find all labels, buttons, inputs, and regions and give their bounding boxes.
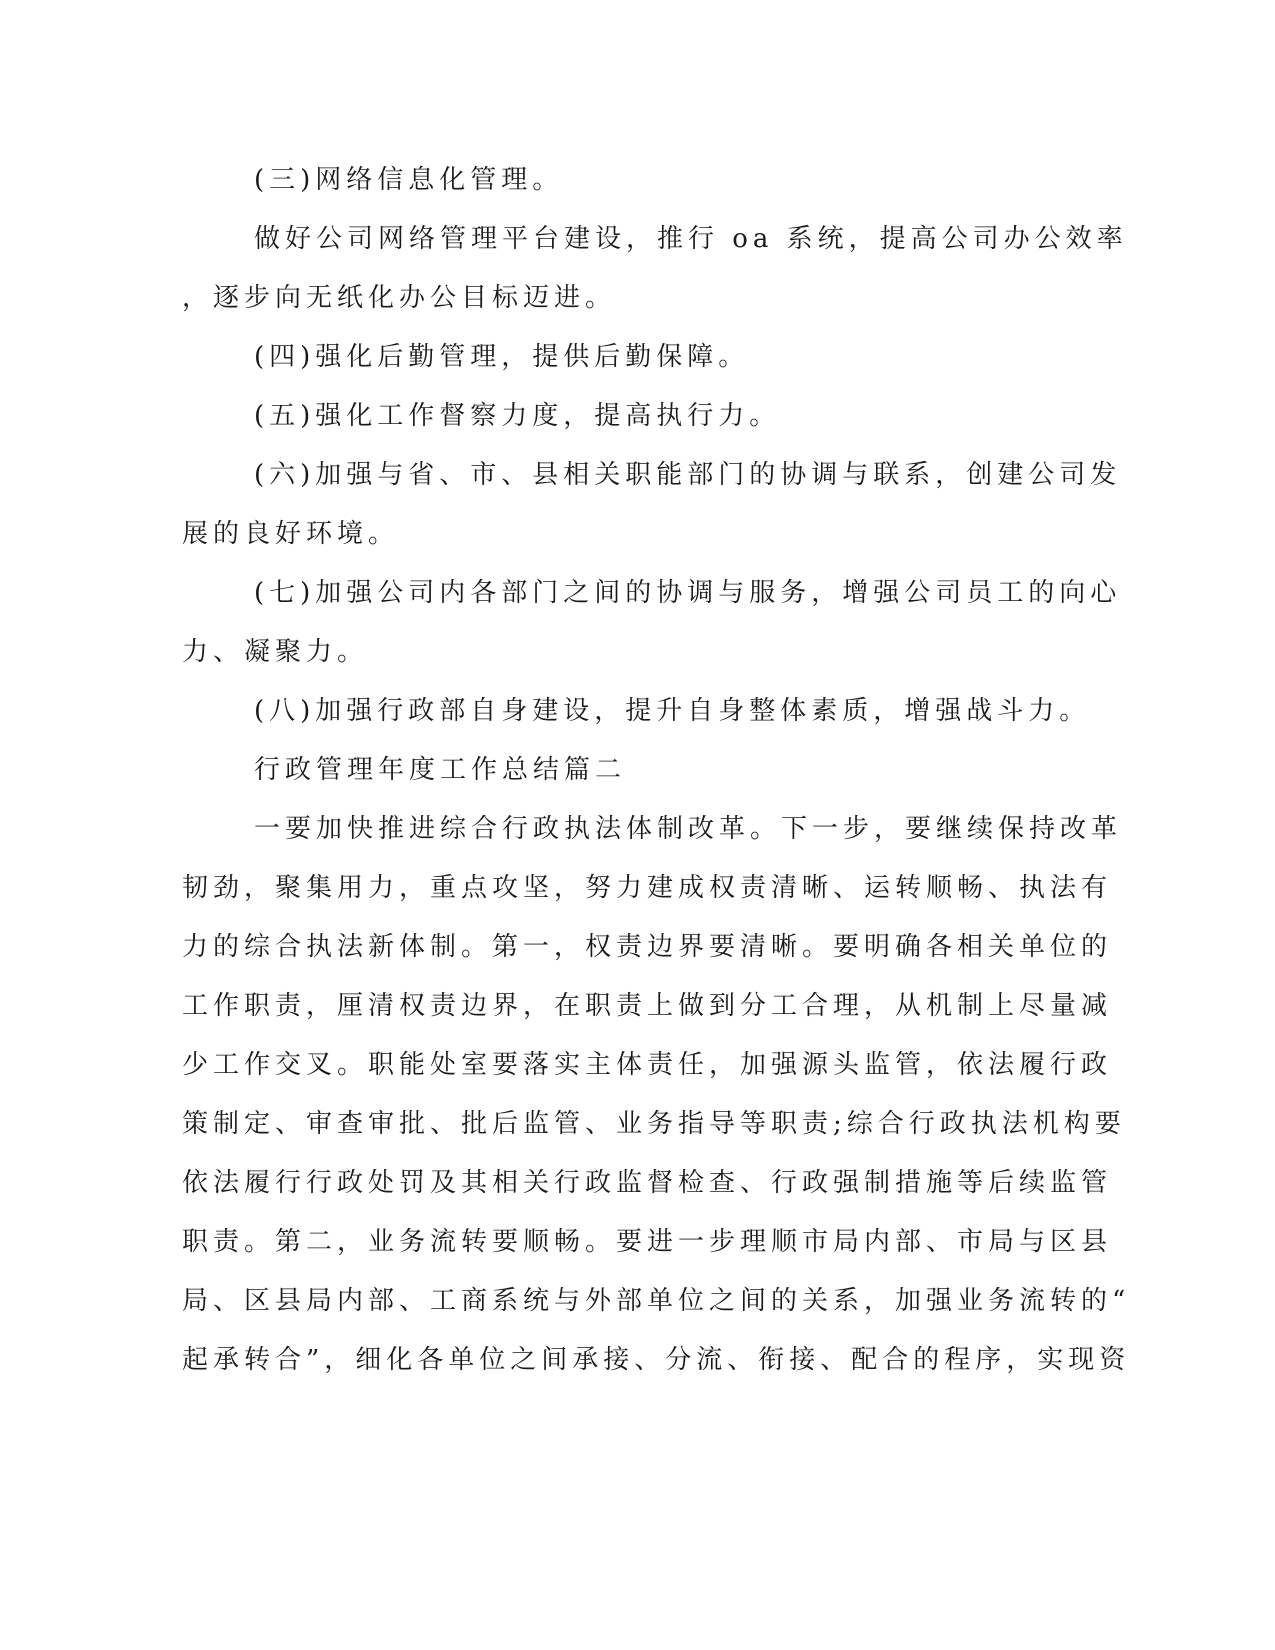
paragraph-line: 一要加快推进综合行政执法体制改革。下一步，要继续保持改革 bbox=[254, 814, 1123, 844]
paragraph-line: 做好公司网络管理平台建设，推行 oa 系统，提高公司办公效率 bbox=[254, 224, 1128, 254]
heading-self-building: (八)加强行政部自身建设，提升自身整体素质，增强战斗力。 bbox=[254, 696, 1091, 726]
heading-network-info: (三)网络信息化管理。 bbox=[254, 165, 564, 195]
paragraph-line: 局、区县局内部、工商系统与外部单位之间的关系，加强业务流转的“ bbox=[182, 1286, 1131, 1316]
paragraph-line: 展的良好环境。 bbox=[182, 519, 400, 549]
paragraph-line: 力的综合执法新体制。第一，权责边界要清晰。要明确各相关单位的 bbox=[182, 932, 1113, 962]
paragraph-line: 工作职责，厘清权责边界，在职责上做到分工合理，从机制上尽量减 bbox=[182, 991, 1113, 1021]
heading-coordination-external: (六)加强与省、市、县相关职能部门的协调与联系，创建公司发 bbox=[254, 460, 1122, 490]
heading-logistics: (四)强化后勤管理，提供后勤保障。 bbox=[254, 342, 750, 372]
paragraph-line: ，逐步向无纸化办公目标迈进。 bbox=[182, 283, 617, 313]
paragraph-line: 起承转合”，细化各单位之间承接、分流、衔接、配合的程序，实现资 bbox=[182, 1345, 1131, 1375]
paragraph-line: 韧劲，聚集用力，重点攻坚，努力建成权责清晰、运转顺畅、执法有 bbox=[182, 873, 1113, 903]
paragraph-line: 职责。第二，业务流转要顺畅。要进一步理顺市局内部、市局与区县 bbox=[182, 1227, 1113, 1257]
heading-supervision: (五)强化工作督察力度，提高执行力。 bbox=[254, 401, 781, 431]
section-title: 行政管理年度工作总结篇二 bbox=[254, 755, 627, 785]
heading-coordination-internal: (七)加强公司内各部门之间的协调与服务，增强公司员工的向心 bbox=[254, 578, 1122, 608]
paragraph-line: 策制定、审查审批、批后监管、业务指导等职责;综合行政执法机构要 bbox=[182, 1109, 1126, 1139]
paragraph-line: 力、凝聚力。 bbox=[182, 637, 369, 667]
paragraph-line: 少工作交叉。职能处室要落实主体责任，加强源头监管，依法履行政 bbox=[182, 1050, 1113, 1080]
paragraph-line: 依法履行行政处罚及其相关行政监督检查、行政强制措施等后续监管 bbox=[182, 1168, 1113, 1198]
